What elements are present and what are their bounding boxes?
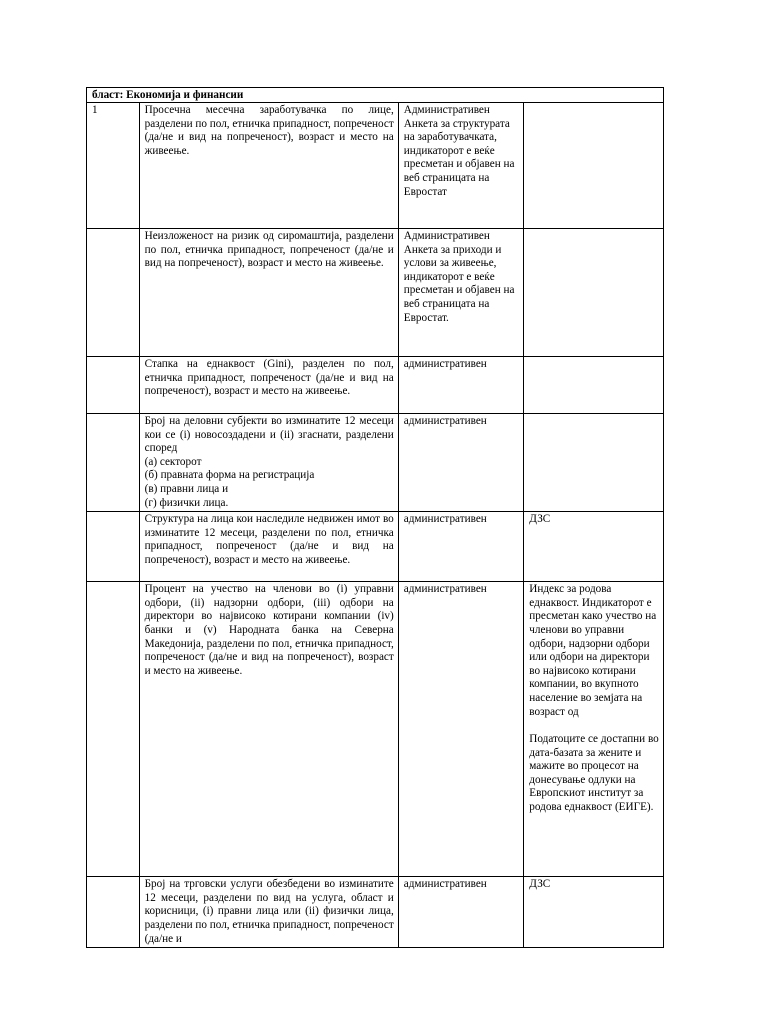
table-row xyxy=(87,877,664,948)
source-cell: административен xyxy=(398,357,524,414)
table-row xyxy=(87,357,664,414)
table-row xyxy=(87,582,664,877)
indicator-cell: Број на трговски услуги обезбедени во изминатите 12 месеци, разделени по вид на услуга, област и корисници, (i) правни лица или (ii) физички лица, разделени по пол, етничка припадност, попреченост (да/не и xyxy=(139,877,398,948)
row-number xyxy=(87,414,140,512)
source-cell: Административен Анкета за структурата на заработувачката, индикаторот е веќе пресметан и објавен на веб страницата на Евростат xyxy=(398,103,524,229)
note-cell: ДЗС xyxy=(524,512,664,582)
table-row xyxy=(87,512,664,582)
note-cell xyxy=(524,414,664,512)
indicators-table xyxy=(86,87,664,948)
note-cell xyxy=(524,357,664,414)
indicator-cell: Структура на лица кои наследиле недвижен имот во изминатите 12 месеци, разделени по пол, етничка припадност, попреченост (да/не и вид на попреченост), возраст и место на живеење. xyxy=(139,512,398,582)
source-cell: административен xyxy=(398,582,524,877)
note-cell xyxy=(524,229,664,357)
indicator-cell: Стапка на еднаквост (Gini), разделен по пол, етничка припадност, попреченост (да/не и вид на попреченост), возраст и место на живеење. xyxy=(139,357,398,414)
table-row xyxy=(87,414,664,512)
row-number xyxy=(87,877,140,948)
table-row xyxy=(87,103,664,229)
indicator-cell xyxy=(139,414,398,512)
source-cell: административен xyxy=(398,877,524,948)
source-cell: административен xyxy=(398,414,524,512)
indicator-cell: Неизложеност на ризик од сиромаштија, разделени по пол, етничка припадност, попреченост (да/не и вид на попреченост), возраст и место на живеење. xyxy=(139,229,398,357)
table-row xyxy=(87,229,664,357)
row-number: 1 xyxy=(87,103,140,229)
note-paragraph: Индекс за родова еднаквост. Индикаторот е пресметан како учество на членови во управни одбори, надзорни одбори или одбори на директори во највисоко котирани компании, во вкупното население во земјата на возраст од xyxy=(529,583,657,718)
indicator-cell: Процент на учество на членови во (i) управни одбори, (ii) надзорни одбори, (iii) одбори на директори во највисоко котирани компании (iv) банки и (v) Народната банка на Северна Македонија, разделени по пол, етничка припадност, попреченост (да/не и вид на попреченост), возраст и место на живеење. xyxy=(139,582,398,877)
row-number xyxy=(87,357,140,414)
indicator-list-item: (в) правни лица и xyxy=(144,482,229,495)
note-cell xyxy=(524,582,664,877)
indicator-list-item: (б) правната форма на регистрација xyxy=(144,469,315,482)
note-paragraph: Податоците се достапни во дата-базата за жените и мажите во процесот на донесување одлуки на Европскиот институт за родова еднаквост (ЕИГЕ). xyxy=(529,733,659,814)
note-cell: ДЗС xyxy=(524,877,664,948)
section-title: бласт: Економија и финансии xyxy=(87,88,664,103)
source-cell: административен xyxy=(398,512,524,582)
table-header-row xyxy=(87,88,664,103)
row-number xyxy=(87,229,140,357)
paragraph-gap xyxy=(529,719,659,733)
source-cell: Административен Анкета за приходи и услови за живеење, индикаторот е веќе пресметан и објавен на веб страницата на Евростат. xyxy=(398,229,524,357)
note-cell xyxy=(524,103,664,229)
indicator-list-item: (а) секторот xyxy=(144,455,202,468)
indicator-cell: Просечна месечна заработувачка по лице, разделени по пол, етничка припадност, попреченост (да/не и вид на попреченост), возраст и место на живеење. xyxy=(139,103,398,229)
row-number xyxy=(87,512,140,582)
row-number xyxy=(87,582,140,877)
indicator-list-item: (г) физички лица. xyxy=(144,496,229,509)
indicator-intro: Број на деловни субјекти во изминатите 12 месеци кои се (i) новосоздадени и (ii) згаснати, разделени според xyxy=(144,415,394,455)
